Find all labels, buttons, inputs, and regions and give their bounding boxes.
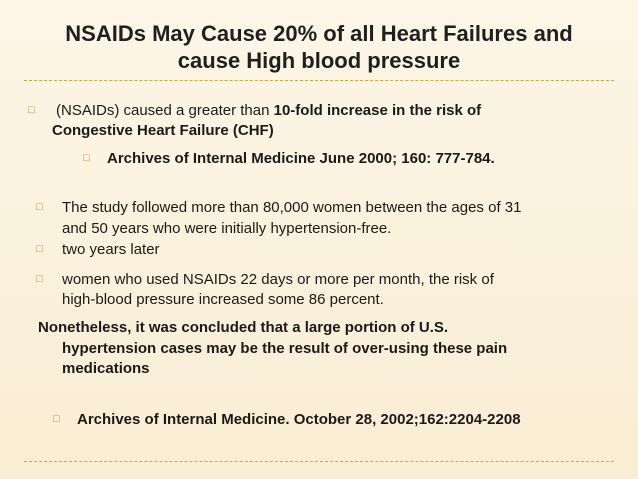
item-3: two years later [62, 241, 160, 258]
item-1-emphasis: 10-fold increase in the risk of [273, 102, 482, 119]
slide-title [0, 20, 638, 74]
item-2-line-2: and 50 years who were initially hypertension-free. [62, 220, 392, 237]
item-1-text: (NSAIDs) caused a greater than [56, 102, 274, 119]
bullet-icon: □ [53, 413, 60, 425]
item-2-line-1: The study followed more than 80,000 women between the ages of 31 [62, 199, 522, 216]
conclusion-line-3: medications [62, 360, 150, 377]
bullet-icon: □ [83, 152, 90, 164]
conclusion-line-1: Nonetheless, it was concluded that a large portion of U.S. [38, 319, 449, 336]
item-1-line-1 [56, 101, 481, 121]
title-line-2: cause High blood pressure [177, 48, 461, 73]
item-4-line-2: high-blood pressure increased some 86 percent. [62, 291, 384, 308]
bullet-icon: □ [28, 104, 35, 116]
bullet-icon: □ [36, 243, 43, 255]
conclusion-line-2: hypertension cases may be the result of over-using these pain [62, 340, 508, 357]
item-1-source: Archives of Internal Medicine June 2000; 160: 777-784. [107, 150, 495, 167]
top-divider [24, 80, 614, 81]
item-4-line-1: women who used NSAIDs 22 days or more per month, the risk of [62, 271, 494, 288]
item-1-line-2: Congestive Heart Failure (CHF) [52, 122, 274, 139]
item-2-source: Archives of Internal Medicine. October 28, 2002;162:2204-2208 [77, 411, 521, 428]
bullet-icon: □ [36, 201, 43, 213]
bottom-divider [24, 461, 614, 462]
title-line-1: NSAIDs May Cause 20% of all Heart Failures and [65, 21, 573, 46]
bullet-icon: □ [36, 273, 43, 285]
